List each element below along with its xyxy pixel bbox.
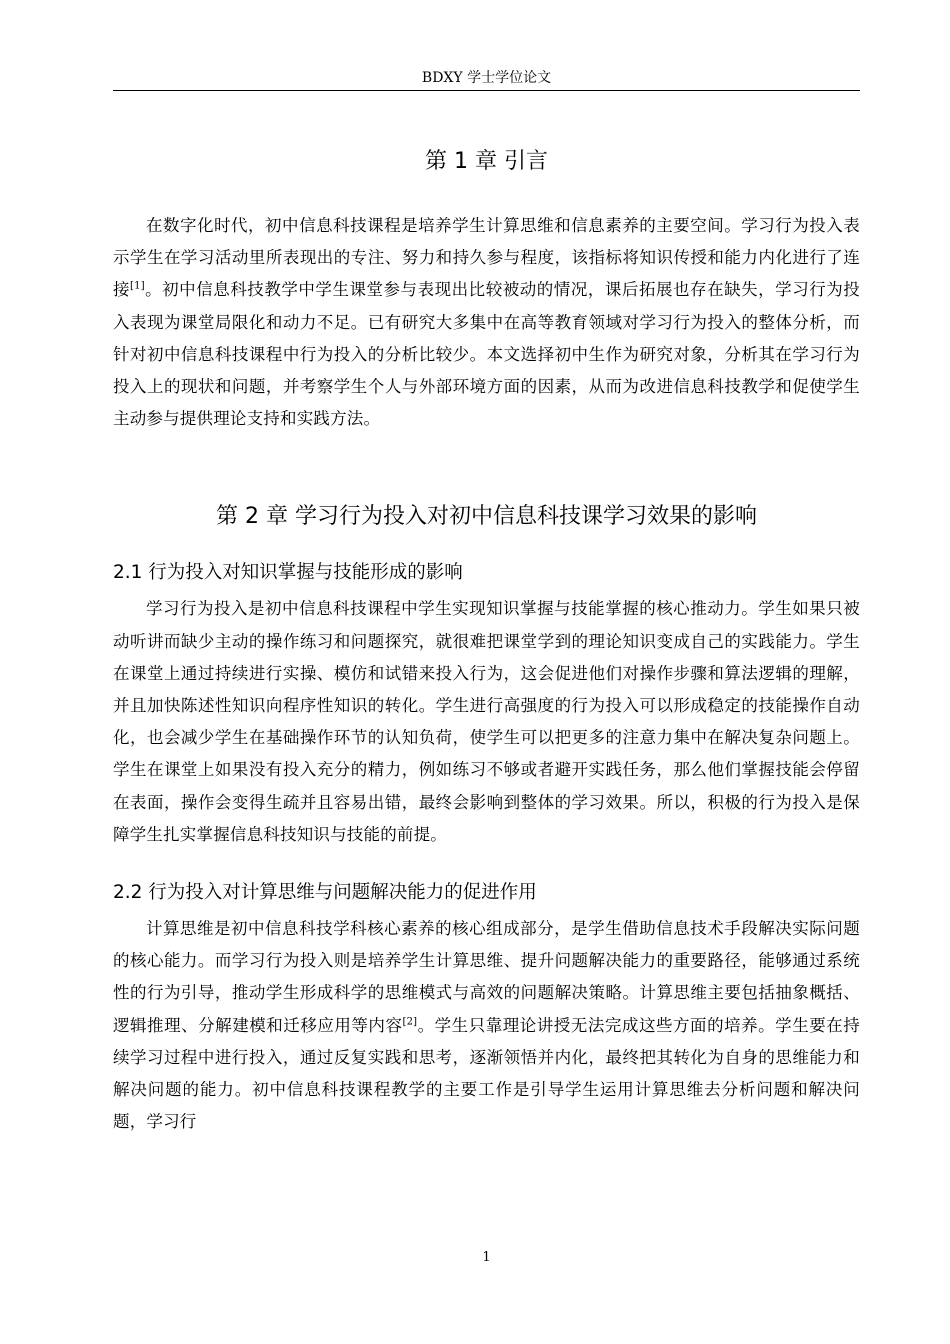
chapter-2-title: 第 2 章 学习行为投入对初中信息科技课学习效果的影响 — [216, 504, 757, 530]
chapter-1-paragraph — [113, 210, 860, 435]
chapter-1-paragraph-text-a: 在数字化时代，初中信息科技课程是培养学生计算思维和信息素养的主要空间。学习行为投入表示学生在学习活动里所表现出的专注、努力和持久参与程度，该指标将知识传授和能力内化进行了连接 — [113, 216, 860, 300]
section-2-1-title: 2.1 行为投入对知识掌握与技能形成的影响 — [113, 562, 463, 584]
header-rule — [113, 90, 860, 91]
citation-2: [2] — [402, 1016, 418, 1028]
citation-1: [1] — [130, 280, 145, 292]
section-2-2-paragraph — [113, 913, 860, 1138]
chapter-1-title: 第 1 章 引言 — [425, 149, 548, 174]
section-2-2-paragraph-text-a: 计算思维是初中信息科技学科核心素养的核心组成部分，是学生借助信息技术手段解决实际问题的核心能力。而学习行为投入则是培养学生计算思维、提升问题解决能力的重要路径，能够通过系统性的行为引导，推动学生形成科学的思维模式与高效的问题解决策略。计算思维主要包括抽象概括、逻辑推理、分解建模和迁移应用等内容 — [113, 919, 860, 1035]
running-header: BDXY 学士学位论文 — [421, 70, 552, 86]
page-number: 1 — [482, 1250, 491, 1265]
section-2-2-title: 2.2 行为投入对计算思维与问题解决能力的促进作用 — [113, 882, 537, 904]
section-2-1-paragraph: 学习行为投入是初中信息科技课程中学生实现知识掌握与技能掌握的核心推动力。学生如果只被动听讲而缺少主动的操作练习和问题探究，就很难把课堂学到的理论知识变成自己的实践能力。学生在课堂上通过持续进行实操、模仿和试错来投入行为，这会促进他们对操作步骤和算法逻辑的理解，并且加快陈述性知识向程序性知识的转化。学生进行高强度的行为投入可以形成稳定的技能操作自动化，也会减少学生在基础操作环节的认知负荷，使学生可以把更多的注意力集中在解决复杂问题上。学生在课堂上如果没有投入充分的精力，例如练习不够或者避开实践任务，那么他们掌握技能会停留在表面，操作会变得生疏并且容易出错，最终会影响到整体的学习效果。所以，积极的行为投入是保障学生扎实掌握信息科技知识与技能的前提。 — [113, 599, 860, 844]
page-body — [113, 142, 860, 1138]
chapter-1-paragraph-text-b: 。初中信息科技教学中学生课堂参与表现出比较被动的情况，课后拓展也存在缺失，学习行为投入表现为课堂局限化和动力不足。已有研究大多集中在高等教育领域对学习行为投入的整体分析，而针对初中信息科技课程中行为投入的分析比较少。本文选择初中生作为研究对象，分析其在学习行为投入上的现状和问题，并考察学生个人与外部环境方面的因素，从而为改进信息科技教学和促使学生主动参与提供理论支持和实践方法。 — [113, 280, 860, 429]
section-2-2-paragraph-text-b: 。学生只靠理论讲授无法完成这些方面的培养。学生要在持续学习过程中进行投入，通过反复实践和思考，逐渐领悟并内化，最终把其转化为自身的思维能力和解决问题的能力。初中信息科技课程教学的主要工作是引导学生运用计算思维去分析问题和解决问题，学习行 — [113, 1015, 860, 1132]
